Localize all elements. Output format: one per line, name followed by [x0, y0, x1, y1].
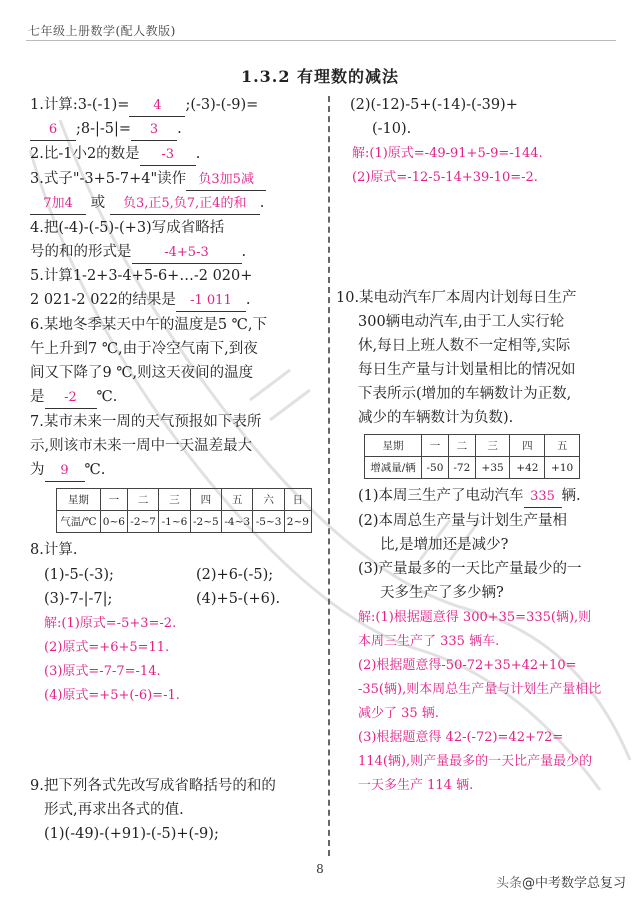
q4-line1: 4.把(-4)-(-5)-(+3)写成省略括 — [30, 220, 225, 236]
q3-answer-2: 7加4 — [30, 194, 86, 215]
q10-line5: 下表所示(增加的车辆数计为正数, — [358, 386, 572, 402]
source-watermark — [496, 872, 626, 891]
q9-solution-1: 解:(1)原式=-49-91+5-9=-144. — [352, 146, 543, 161]
q9-line3: (1)(-49)-(+91)-(-5)+(-9); — [44, 826, 219, 842]
q6-line3: 间又下降了9 ℃,则这天夜间的温度 — [30, 365, 254, 381]
weather-table-row: 气温/℃ 0~6 -2~7 -1~6 -2~5 -4~3 -5~3 2~9 — [57, 511, 312, 533]
q8-solution-3: (3)原式=-7-7=-14. — [44, 664, 161, 679]
q9-part2-line2: (-10). — [372, 121, 412, 137]
q9-solution-2: (2)原式=-12-5-14+39-10=-2. — [352, 170, 538, 185]
q10-solution-4: -35(辆),则本周总生产量与计划生产量相比 — [358, 682, 602, 697]
q2-answer: -3 — [140, 145, 196, 166]
page-number: 8 — [316, 862, 324, 876]
q8-part1: (1)-5-(-3); — [44, 567, 114, 583]
q2-line: 2.比-1小2的数是 -3 . — [30, 144, 200, 166]
q10-line2: 300辆电动汽车,由于工人实行轮 — [358, 314, 565, 330]
q1-line1: 1.计算:3-(-1)= 4 ;(-3)-(-9)= — [30, 95, 258, 117]
q8-part4: (4)+5-(+6). — [196, 591, 281, 607]
running-header: 七年级上册数学(配人教版) — [28, 24, 176, 38]
q10-part2-line2: 比,是增加还是减少? — [380, 537, 509, 553]
q10-solution-7: 114(辆),则产量最多的一天比产量最少的 — [358, 754, 593, 769]
q1-line2: 6 ;8-|-5|= 3 . — [30, 119, 182, 141]
q4-line2: 号的和的形式是 -4+5-3 . — [30, 242, 246, 264]
q6-line2: 午上升到7 ℃,由于冷空气南下,到夜 — [30, 341, 258, 357]
q10-solution-5: 减少了 35 辆. — [358, 706, 439, 721]
q10-solution-3: (2)根据题意得-50-72+35+42+10= — [358, 658, 577, 673]
q8-solution-2: (2)原式=+6+5=11. — [44, 640, 170, 655]
q8-part3: (3)-7-|-7|; — [44, 591, 113, 607]
q10-part1: (1)本周三生产了电动汽车 335 辆. — [358, 486, 581, 508]
q5-line1: 5.计算1-2+3-4+5-6+…-2 020+ — [30, 268, 253, 284]
q10-line4: 每日生产量与计划量相比的情况如 — [358, 362, 576, 378]
q9-part2-line1: (2)(-12)-5+(-14)-(-39)+ — [350, 97, 518, 113]
q9-line2: 形式,再求出各式的值. — [44, 802, 184, 818]
q10-line3: 休,每日上班人数不一定相等,实际 — [358, 338, 571, 354]
q10-line1: 10.某电动汽车厂本周内计划每日生产 — [336, 290, 577, 306]
q10-solution-1: 解:(1)根据题意得 300+35=335(辆),则 — [358, 610, 592, 625]
q3-line2: 7加4 或 负3,正5,负7,正4的和 . — [30, 193, 264, 215]
q8-part2: (2)+6-(-5); — [196, 567, 274, 583]
q5-answer: -1 011 — [176, 291, 246, 312]
q5-line2: 2 021-2 022的结果是 -1 011 . — [30, 290, 251, 312]
q10-part2-line1: (2)本周总生产量与计划生产量相 — [358, 513, 568, 529]
q10-part3-line2: 天多生产了多少辆? — [380, 585, 504, 601]
q7-line2: 示,则该市未来一周中一天温差最大 — [30, 438, 253, 454]
q8-solution-4: (4)原式=+5+(-6)=-1. — [44, 688, 180, 703]
q10-solution-6: (3)根据题意得 42-(-72)=42+72= — [358, 730, 564, 745]
weather-table-header-row: 星期 一 二 三 四 五 六 日 — [57, 489, 312, 511]
q10-solution-8: 一天多生产 114 辆. — [358, 778, 474, 793]
q3-answer-3: 负3,正5,负7,正4的和 — [110, 194, 260, 215]
q6-answer: -2 — [45, 388, 97, 409]
weather-table — [56, 488, 312, 533]
q7-line3: 为 9 ℃. — [30, 460, 105, 482]
q8-solution-1: 解:(1)原式=-5+3=-2. — [44, 616, 177, 631]
q10-line6: 减少的车辆数计为负数). — [358, 410, 514, 426]
column-divider — [328, 96, 330, 856]
q4-answer: -4+5-3 — [132, 243, 242, 264]
production-table-row: 增减量/辆 -50 -72 +35 +42 +10 — [365, 457, 580, 479]
q1-answer-2: 6 — [30, 120, 76, 141]
q1-answer-3: 3 — [131, 120, 177, 141]
watermark-prefix: 头条 — [495, 876, 522, 891]
q10-part3-line1: (3)产量最多的一天比产量最少的一 — [358, 561, 582, 577]
q6-line4: 是 -2 ℃. — [30, 387, 117, 409]
section-title: 1.3.2 有理数的减法 — [240, 67, 400, 86]
q7-answer: 9 — [45, 461, 85, 482]
watermark-handle: @中考数学总复习 — [521, 876, 626, 891]
header-rule — [26, 40, 616, 41]
q1-answer-1: 4 — [129, 96, 185, 117]
q10-solution-2: 本周三生产了 335 辆车. — [358, 634, 500, 649]
q8-line1: 8.计算. — [30, 542, 78, 558]
q7-line1: 7.某市未来一周的天气预报如下表所 — [30, 414, 262, 430]
q10-answer: 335 — [524, 487, 562, 508]
q6-line1: 6.某地冬季某天中午的温度是5 ℃,下 — [30, 317, 267, 333]
q3-answer-1: 负3加5减 — [186, 170, 266, 191]
q3-line1: 3.式子"-3+5-7+4"读作 负3加5减 — [30, 169, 266, 191]
production-table — [364, 434, 580, 479]
q9-line1: 9.把下列各式先改写成省略括号的和的 — [30, 778, 276, 794]
production-table-header-row: 星期 一 二 三 四 五 — [365, 435, 580, 457]
